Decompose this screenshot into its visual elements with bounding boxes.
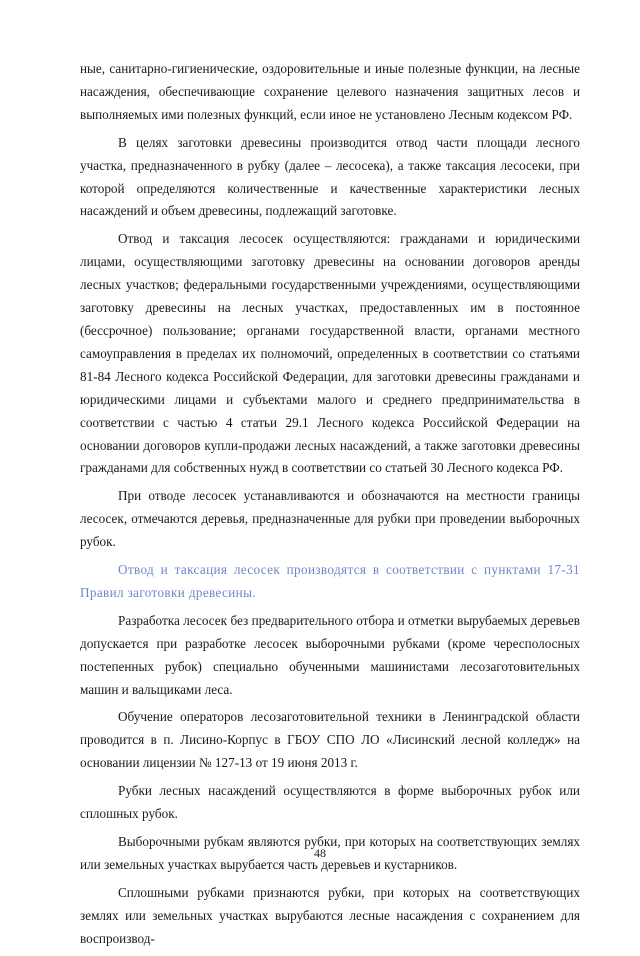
paragraph-continued: ные, санитарно-гигиенические, оздоровительные и иные полезные функции, на лесные насаждения, обеспечивающие сохранение целевого назначения защитных лесов и выполняемых ими полезных функций, если иное не установлено Лесным кодексом РФ. — [80, 61, 580, 122]
paragraph-boundary-marking: При отводе лесосек устанавливаются и обозначаются на местности границы лесосек, отмечаются деревья, предназначенные для рубки при проведении выборочных рубок. — [80, 488, 580, 550]
paragraph-clear-cuttings: Сплошными рубками признаются рубки, при которых на соответствующих землях или земельных участках вырубаются лесные насаждения с сохранением для воспроизвод- — [80, 884, 580, 946]
paragraph-cutting-area-allotment: В целях заготовки древесины производится отвод части площади лесного участка, предназначенного в рубку (далее – лесосека), а также таксация лесосеки, при которой определяются количественные и качественные характеристики лесных насаждений и объем древесины, подлежащий заготовке. — [80, 134, 580, 219]
paragraph-selective-cuttings: Выборочными рубкам являются рубки, при которых на соответствующих землях или земельных участках вырубается часть деревьев и кустарников. — [80, 834, 580, 872]
paragraph-rules-reference-link[interactable]: Отвод и таксация лесосек производятся в соответствии с пунктами 17-31 Правил заготовки древесины. — [80, 562, 580, 600]
paragraph-cutting-forms: Рубки лесных насаждений осуществляются в форме выборочных рубок или сплошных рубок. — [80, 783, 580, 822]
document-body — [80, 58, 580, 956]
page-number: 48 — [314, 846, 326, 860]
paragraph-selective-development: Разработка лесосек без предварительного отбора и отметки вырубаемых деревьев допускается при разработке лесосек выборочными рубками (кроме чересполосных постепенных рубок) специально обученными машинистами лесозаготовительных машин и вальщиками леса. — [80, 612, 580, 697]
paragraph-allotment-performers: Отвод и таксация лесосек осуществляются: гражданами и юридическими лицами, осуществляющими заготовку древесины на основании договоров аренды лесных участков; федеральными государственными учреждениями, осуществляющими заготовку древесины на лесных участках, предоставленных им в постоянное (бессрочное) пользование; органами государственной власти, органами местного самоуправления в пределах их полномочий, определенных в соответствии со статьями 81-84 Лесного кодекса Российской Федерации, для заготовки древесины гражданами и юридическими лицами и субъектами малого и среднего предпринимательства в соответствии с частью 4 статьи 29.1 Лесного кодекса Российской Федерации на основании договоров купли-продажи лесных насаждений, а также заготовки древесины гражданами для собственных нужд в соответствии со статьей 30 Лесного кодекса РФ. — [80, 231, 580, 476]
paragraph-operator-training: Обучение операторов лесозаготовительной техники в Ленинградской области проводится в п. Лисино-Корпус в ГБОУ СПО ЛО «Лисинский лесной колледж» на основании лицензии № 127-13 от 19 июня 2013 г. — [80, 709, 580, 771]
